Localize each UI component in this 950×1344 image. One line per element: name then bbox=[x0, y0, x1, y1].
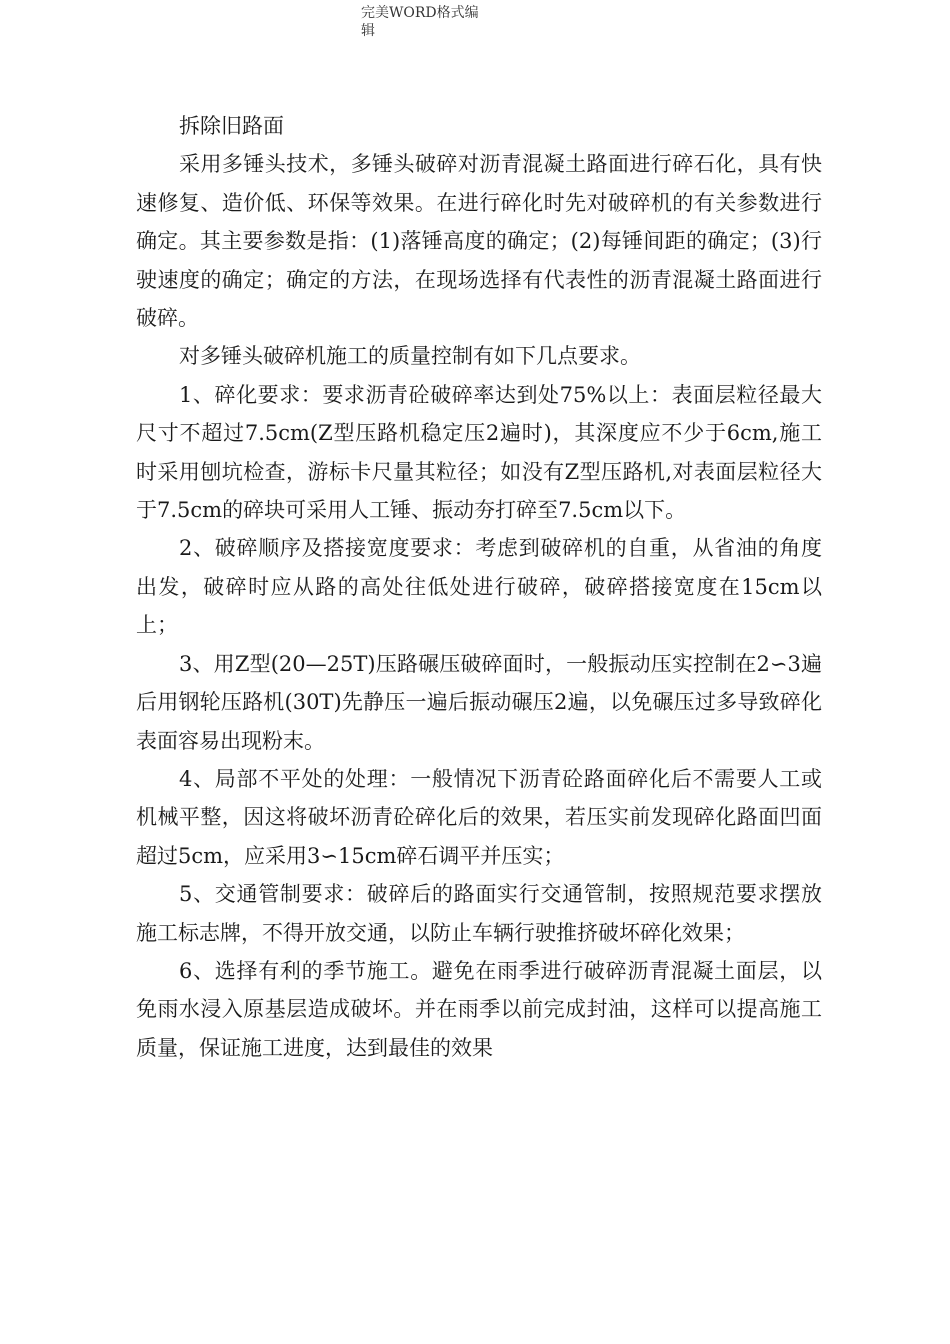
document-body bbox=[136, 107, 822, 1067]
paragraph-item-4: 4、局部不平处的处理：一般情况下沥青砼路面碎化后不需要人工或机械平整，因这将破坏沥青砼碎化后的效果，若压实前发现碎化路面凹面超过5cm，应采用3∽15cm碎石调平并压实； bbox=[136, 766, 822, 868]
page-header bbox=[361, 4, 491, 40]
paragraph-item-5: 5、交通管制要求：破碎后的路面实行交通管制，按照规范要求摆放施工标志牌，不得开放交通，以防止车辆行驶推挤破坏碎化效果； bbox=[136, 882, 822, 945]
paragraph-intro: 采用多锤头技术，多锤头破碎对沥青混凝土路面进行碎石化，具有快速修复、造价低、环保等效果。在进行碎化时先对破碎机的有关参数进行确定。其主要参数是指：(1)落锤高度的确定；(2)每锤间距的确定；(3)行驶速度的确定；确定的方法，在现场选择有代表性的沥青混凝土路面进行破碎。 bbox=[136, 152, 822, 331]
paragraph-item-3: 3、用Z型(20—25T)压路碾压破碎面时，一般振动压实控制在2∽3遍后用钢轮压路机(30T)先静压一遍后振动碾压2遍，以免碾压过多导致碎化表面容易出现粉末。 bbox=[136, 651, 822, 753]
paragraph-item-2: 2、破碎顺序及搭接宽度要求：考虑到破碎机的自重，从省油的角度出发，破碎时应从路的高处往低处进行破碎，破碎搭接宽度在15cm以上； bbox=[136, 536, 822, 638]
header-line-2: 辑 bbox=[361, 23, 375, 39]
header-line-1: 完美WORD格式编 bbox=[361, 5, 479, 21]
paragraph-requirements-lead: 对多锤头破碎机施工的质量控制有如下几点要求。 bbox=[179, 344, 641, 369]
paragraph-item-1: 1、碎化要求：要求沥青砼破碎率达到处75%以上：表面层粒径最大尺寸不超过7.5cm(Z型压路机稳定压2遍时)，其深度应不少于6cm,施工时采用刨坑检查，游标卡尺量其粒径；如没有Z型压路机,对表面层粒径大于7.5cm的碎块可采用人工锤、振动夯打碎至7.5cm以下。 bbox=[136, 382, 822, 523]
paragraph-item-6: 6、选择有利的季节施工。避免在雨季进行破碎沥青混凝土面层，以免雨水浸入原基层造成破坏。并在雨季以前完成封油，这样可以提高施工质量，保证施工进度，达到最佳的效果 bbox=[136, 958, 822, 1060]
section-title: 拆除旧路面 bbox=[179, 114, 284, 138]
